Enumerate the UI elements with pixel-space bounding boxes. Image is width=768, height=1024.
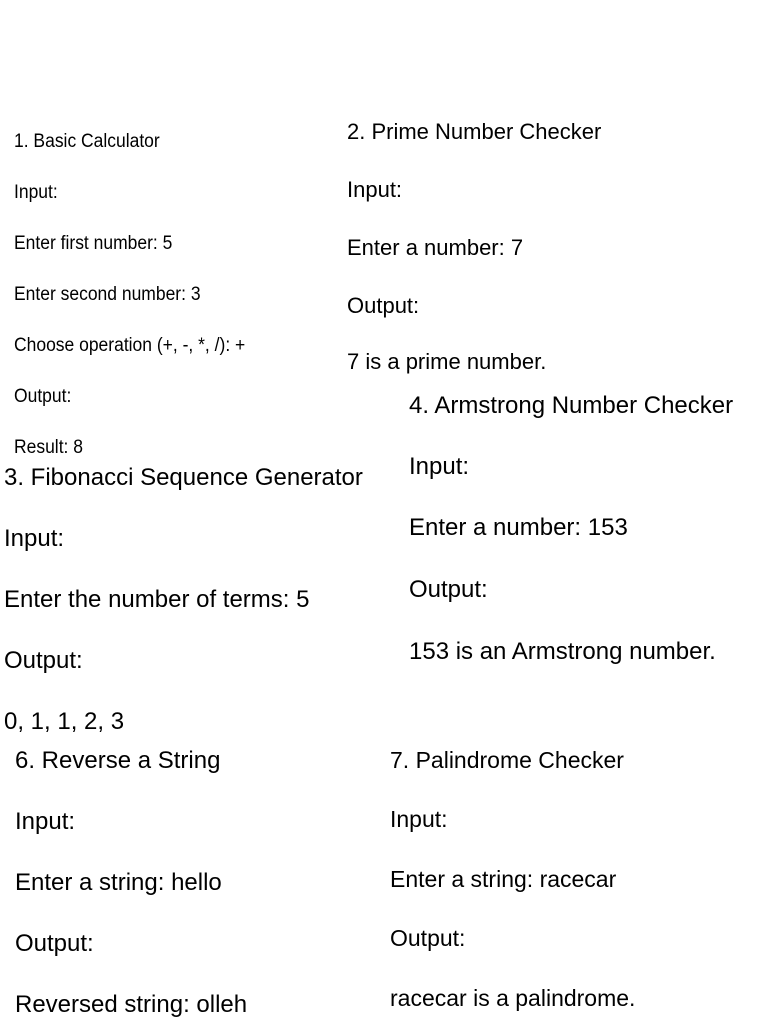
section-title: 7. Palindrome Checker [390,747,624,773]
input-label: Input: [347,177,403,202]
input-label: Input: [15,808,76,835]
number-prompt: Enter a number: 153 [409,514,628,541]
output-label: Output: [347,293,420,318]
input-label: Input: [14,182,58,203]
result-text: 7 is a prime number. [347,349,547,374]
terms-prompt: Enter the number of terms: 5 [4,586,310,613]
operation-prompt: Choose operation (+, -, *, /): + [14,335,246,356]
first-number-prompt: Enter first number: 5 [14,233,173,254]
result-text: 0, 1, 1, 2, 3 [4,708,125,735]
section-title: 3. Fibonacci Sequence Generator [4,464,363,491]
input-label: Input: [409,453,470,480]
output-label: Output: [15,930,94,957]
number-prompt: Enter a number: 7 [347,235,524,260]
result-text: Reversed string: olleh [15,991,248,1018]
result-text: racecar is a palindrome. [390,985,636,1011]
section-title: 2. Prime Number Checker [347,119,602,144]
result-text: 153 is an Armstrong number. [409,638,716,665]
section-title: 4. Armstrong Number Checker [409,392,734,419]
section-title: 6. Reverse a String [15,747,221,774]
input-label: Input: [4,525,65,552]
string-prompt: Enter a string: hello [15,869,222,896]
output-label: Output: [14,386,72,407]
output-label: Output: [4,647,83,674]
string-prompt: Enter a string: racecar [390,866,617,892]
output-label: Output: [409,576,488,603]
second-number-prompt: Enter second number: 3 [14,284,201,305]
section-title: 1. Basic Calculator [14,131,160,152]
output-label: Output: [390,925,466,951]
input-label: Input: [390,806,448,832]
result-text: Result: 8 [14,437,83,458]
